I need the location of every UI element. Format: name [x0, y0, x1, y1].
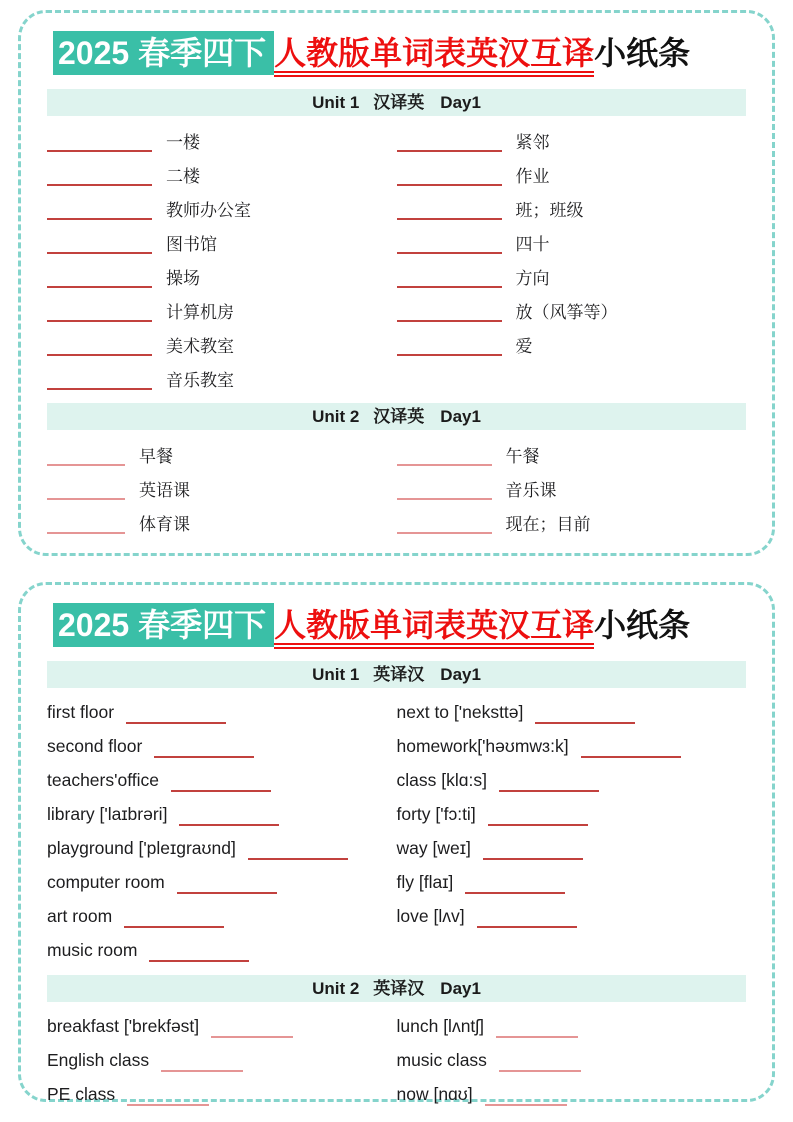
answer-blank [47, 170, 152, 186]
vocab-row [397, 157, 747, 191]
unit1-rows [47, 116, 746, 395]
answer-blank [177, 878, 277, 894]
day-label: Day1 [440, 665, 481, 684]
answer-blank [211, 1022, 293, 1038]
mode-label: 英译汉 [373, 979, 425, 998]
vocab-row [397, 293, 747, 327]
vocab-row [397, 437, 747, 471]
word-cn: 午餐 [505, 446, 540, 466]
word-en: next to ['neksttə] [396, 701, 524, 722]
word-cn: 作业 [515, 166, 550, 186]
right-column [397, 437, 747, 539]
vocab-row [397, 505, 747, 539]
answer-blank [47, 238, 152, 254]
answer-blank [126, 708, 226, 724]
unit-label: Unit 2 [312, 407, 360, 426]
vocab-row [47, 1077, 397, 1111]
answer-blank [47, 136, 152, 152]
title-black-text: 小纸条 [594, 607, 691, 643]
vocab-row [397, 225, 747, 259]
answer-blank [483, 844, 583, 860]
word-en: homework['həʊmwɜ:k] [396, 735, 569, 756]
vocab-row [397, 729, 747, 763]
answer-blank [496, 1022, 578, 1038]
word-cn: 现在；目前 [505, 514, 591, 534]
day-label: Day1 [440, 979, 481, 998]
word-en: now [nɑʊ] [396, 1083, 473, 1104]
vocab-row [397, 831, 747, 865]
answer-blank [397, 238, 502, 254]
unit2-rows [47, 430, 746, 539]
word-en: love [lʌv] [396, 905, 465, 926]
unit1-header [47, 661, 746, 688]
vocab-row [397, 471, 747, 505]
vocab-row [47, 797, 397, 831]
answer-blank [397, 450, 492, 466]
vocab-row [47, 1043, 397, 1077]
right-column [397, 1009, 747, 1111]
title-badge: 2025 春季四下 [53, 31, 274, 75]
left-column [47, 695, 397, 967]
unit1-header [47, 89, 746, 116]
word-en: teachers'office [47, 769, 159, 790]
answer-blank [397, 272, 502, 288]
word-cn: 班；班级 [515, 200, 584, 220]
unit-label: Unit 1 [312, 665, 360, 684]
panel-title [53, 601, 746, 649]
mode-label: 汉译英 [373, 93, 425, 112]
word-en: way [weɪ] [396, 837, 471, 858]
answer-blank [47, 450, 125, 466]
answer-blank [397, 306, 502, 322]
word-en: fly [flaɪ] [396, 871, 454, 892]
unit2-header [47, 403, 746, 430]
vocab-row [397, 899, 747, 933]
vocab-row [47, 471, 397, 505]
word-cn: 图书馆 [166, 234, 217, 254]
answer-blank [485, 1090, 567, 1106]
vocab-row [47, 899, 397, 933]
word-cn: 紧邻 [515, 132, 550, 152]
word-cn: 计算机房 [166, 302, 234, 322]
vocab-row [397, 327, 747, 361]
answer-blank [47, 374, 152, 390]
title-red-text: 人教版单词表英汉互译 [274, 607, 594, 649]
day-label: Day1 [440, 93, 481, 112]
word-en: forty ['fɔ:ti] [396, 803, 476, 824]
word-cn: 四十 [515, 234, 550, 254]
answer-blank [47, 340, 152, 356]
word-en: music room [47, 939, 138, 960]
vocab-row [47, 695, 397, 729]
word-en: lunch [lʌntʃ] [396, 1015, 485, 1036]
word-en: playground ['pleɪgraʊnd] [47, 837, 236, 858]
left-column [47, 123, 397, 395]
vocab-row [397, 695, 747, 729]
word-cn: 一楼 [166, 132, 200, 152]
answer-blank [154, 742, 254, 758]
answer-blank [397, 340, 502, 356]
vocab-row [47, 865, 397, 899]
word-en: first floor [47, 701, 115, 722]
day-label: Day1 [440, 407, 481, 426]
vocab-row [47, 1009, 397, 1043]
answer-blank [581, 742, 681, 758]
unit1-rows [47, 688, 746, 967]
answer-blank [499, 1056, 581, 1072]
word-cn: 音乐教室 [166, 370, 234, 390]
answer-blank [248, 844, 348, 860]
panel-title [53, 29, 746, 77]
title-black-text: 小纸条 [594, 35, 691, 71]
unit2-rows [47, 1002, 746, 1111]
right-column [397, 695, 747, 967]
vocab-row [47, 933, 397, 967]
left-column [47, 1009, 397, 1111]
answer-blank [397, 136, 502, 152]
vocab-row [47, 123, 397, 157]
mode-label: 汉译英 [373, 407, 425, 426]
vocab-row [47, 293, 397, 327]
word-cn: 教师办公室 [166, 200, 251, 220]
vocab-row [47, 831, 397, 865]
unit-label: Unit 1 [312, 93, 360, 112]
vocab-row [47, 191, 397, 225]
vocab-row [47, 729, 397, 763]
answer-blank [535, 708, 635, 724]
answer-blank [124, 912, 224, 928]
word-cn: 早餐 [139, 446, 173, 466]
vocab-row [47, 361, 397, 395]
vocab-row [397, 865, 747, 899]
word-en: PE class [47, 1083, 116, 1104]
vocab-row [47, 763, 397, 797]
panel-cn-to-en [18, 10, 775, 556]
answer-blank [397, 204, 502, 220]
vocab-row [397, 1077, 747, 1111]
word-cn: 体育课 [139, 514, 190, 534]
answer-blank [149, 946, 249, 962]
title-badge: 2025 春季四下 [53, 603, 274, 647]
answer-blank [397, 170, 502, 186]
word-en: breakfast ['brekfəst] [47, 1015, 200, 1036]
word-en: art room [47, 905, 113, 926]
vocab-row [47, 505, 397, 539]
word-en: music class [396, 1049, 487, 1070]
word-en: class [klɑ:s] [396, 769, 487, 790]
vocab-row [47, 157, 397, 191]
vocab-row [397, 797, 747, 831]
word-cn: 英语课 [139, 480, 190, 500]
vocab-row [397, 123, 747, 157]
word-en: second floor [47, 735, 143, 756]
word-en: English class [47, 1049, 150, 1070]
answer-blank [127, 1090, 209, 1106]
answer-blank [47, 272, 152, 288]
word-en: library ['laɪbrəri] [47, 803, 168, 824]
unit-label: Unit 2 [312, 979, 360, 998]
vocab-row [397, 1043, 747, 1077]
vocab-row [397, 259, 747, 293]
answer-blank [477, 912, 577, 928]
vocab-row [47, 327, 397, 361]
word-cn: 美术教室 [166, 336, 234, 356]
mode-label: 英译汉 [373, 665, 425, 684]
answer-blank [47, 518, 125, 534]
answer-blank [397, 484, 492, 500]
vocab-row [47, 225, 397, 259]
word-cn: 爱 [515, 336, 533, 356]
answer-blank [171, 776, 271, 792]
answer-blank [47, 484, 125, 500]
right-column [397, 123, 747, 395]
word-en: computer room [47, 871, 165, 892]
answer-blank [161, 1056, 243, 1072]
answer-blank [465, 878, 565, 894]
left-column [47, 437, 397, 539]
answer-blank [488, 810, 588, 826]
vocab-row [397, 1009, 747, 1043]
word-cn: 二楼 [166, 166, 200, 186]
title-red-text: 人教版单词表英汉互译 [274, 35, 594, 77]
vocab-row [397, 191, 747, 225]
unit2-header [47, 975, 746, 1002]
vocab-row [47, 259, 397, 293]
word-cn: 方向 [515, 268, 550, 288]
word-cn: 操场 [166, 268, 200, 288]
answer-blank [397, 518, 492, 534]
answer-blank [47, 306, 152, 322]
vocab-row [47, 437, 397, 471]
word-cn: 放（风筝等） [515, 302, 618, 322]
panel-en-to-cn [18, 582, 775, 1102]
answer-blank [499, 776, 599, 792]
answer-blank [47, 204, 152, 220]
answer-blank [179, 810, 279, 826]
word-cn: 音乐课 [505, 480, 557, 500]
vocab-row [397, 763, 747, 797]
